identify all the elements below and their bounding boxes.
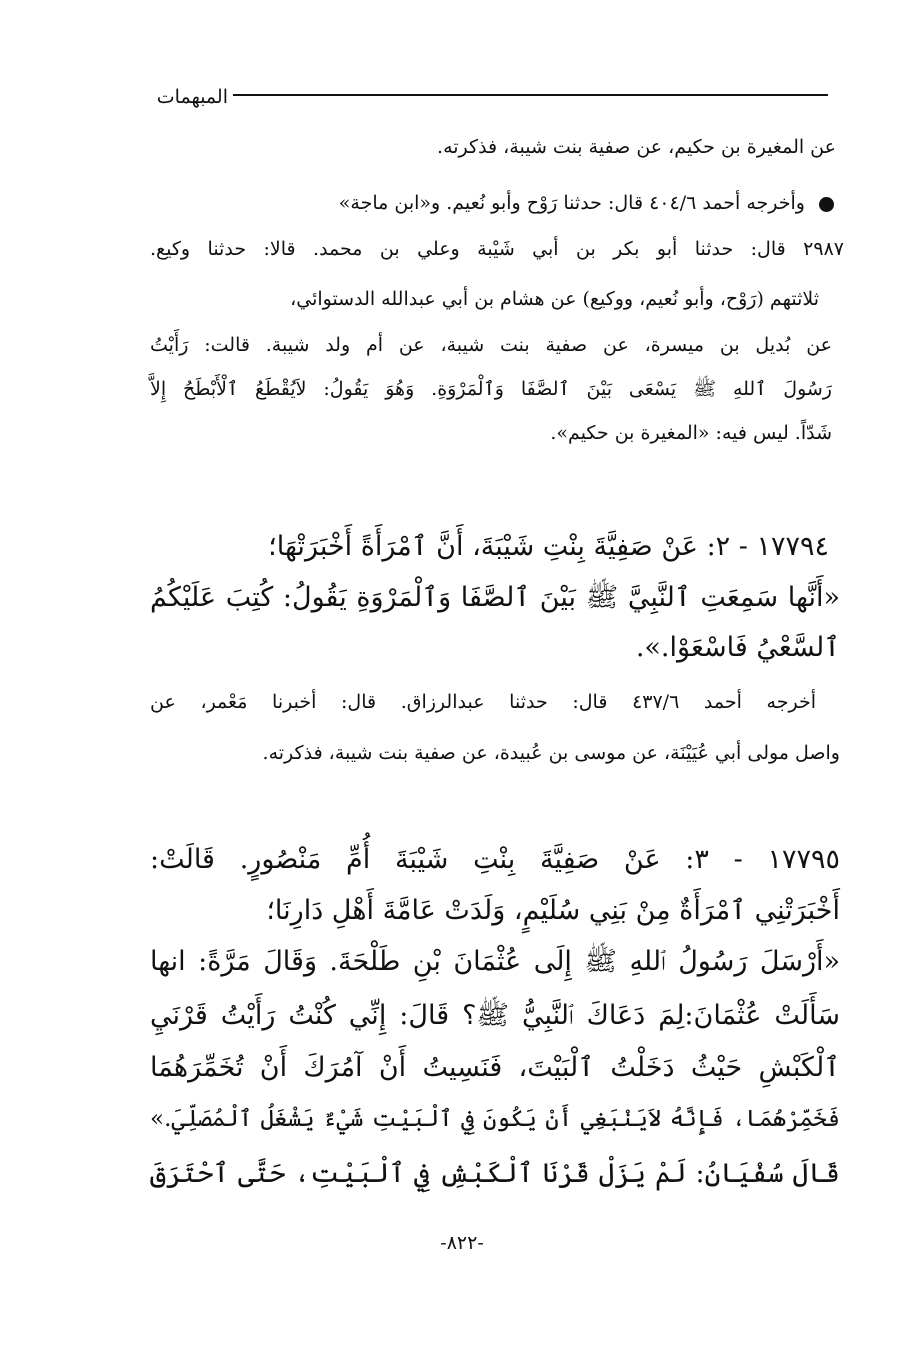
text-line: رَسُولَ ٱللهِ ﷺ يَسْعَى بَيْنَ ٱلصَّفَا وَٱلْمَرْوَةِ. وَهُوَ يَقُولُ: لاَيُقْطَعُ ٱلْأَبْطَحُ إِلاَّ <box>150 378 832 400</box>
text-line: واصل مولى أبي عُيَيْنَة، عن موسى بن عُبيدة، عن صفية بنت شيبة، فذكرته. <box>262 742 840 764</box>
hadith-line: «أَنَّها سَمِعَتِ ٱلنَّبِيَّ ﷺ بَيْنَ ٱلصَّفَا وَٱلْمَرْوَةِ يَقُولُ: كُتِبَ عَلَيْكُمُ <box>150 582 840 613</box>
text-line: ثلاثتهم (رَوْح، وأبو نُعيم، ووكيع) عن هشام بن أبي عبدالله الدستوائي، <box>290 288 819 310</box>
hadith-line: ١٧٧٩٥ - ٣: عَنْ صَفِيَّةَ بِنْتِ شَيْبَةَ أُمِّ مَنْصُورٍ. قَالَتْ: <box>150 844 840 875</box>
hadith-line: ١٧٧٩٤ - ٢: عَنْ صَفِيَّةَ بِنْتِ شَيْبَةَ، أَنَّ ٱمْرَأَةً أَخْبَرَتْهَا؛ <box>268 531 829 562</box>
hadith-line: «أَرْسَلَ رَسُولُ ٱللهِ ﷺ إِلَى عُثْمَانَ بْنِ طَلْحَةَ. وَقَالَ مَرَّةً: انها <box>150 946 840 977</box>
citation-first-line <box>150 194 834 213</box>
text-line: عن المغيرة بن حكيم، عن صفية بنت شيبة، فذكرته. <box>437 136 836 158</box>
text-line: ٢٩٨٧ قال: حدثنا أبو بكر بن أبي شَيْبة وعلي بن محمد. قالا: حدثنا وكيع. <box>150 238 844 260</box>
hadith-line: أَخْبَرَتْنِي ٱمْرَأَةٌ مِنْ بَنِي سُلَيْمٍ، وَلَدَتْ عَامَّةَ أَهْلِ دَارِنَا؛ <box>266 895 840 926</box>
text-line: وأخرجه أحمد ٤٠٤/٦ قال: حدثنا رَوْح وأبو نُعيم. و«ابن ماجة» <box>338 192 805 214</box>
hadith-line: ٱلْكَبْشِ حَيْثُ دَخَلْتُ ٱلْبَيْتَ، فَنَسِيتُ أَنْ آمُرَكَ أَنْ تُخَمِّرَهُمَا <box>150 1052 840 1083</box>
hadith-line: ٱلسَّعْيُ فَاسْعَوْا.». <box>635 632 840 663</box>
text-line: أخرجه أحمد ٤٣٧/٦ قال: حدثنا عبدالرزاق. قال: أخبرنا مَعْمر، عن <box>150 691 816 713</box>
bullet-dot-icon <box>819 197 834 212</box>
text-line: شَدّاً. ليس فيه: «المغيرة بن حكيم». <box>550 422 832 444</box>
hadith-line: سَأَلَتْ عُثْمَانَ:لِمَ دَعَاكَ ٱلنَّبِيُّ ﷺ؟ قَالَ: إِنِّي كُنْتُ رَأَيْتُ قَرْنَيِ <box>150 1000 840 1031</box>
hadith-line: قَالَ سُفْيَانُ: لَمْ يَزَلْ قَرْنَا ٱلْكَبْشِ فِي ٱلْبَيْتِ، حَتَّى ٱحْتَرَقَ <box>150 1158 840 1189</box>
text-line: عن بُديل بن ميسرة، عن صفية بنت شيبة، عن أم ولد شيبة. قالت: رَأَيْتُ <box>150 334 832 356</box>
hadith-line: فَخَمِّرْهُمَا، فَإِنَّهُ لاَيَنْبَغِي أَنْ يَكُونَ فِي ٱلْبَيْتِ شَيْءٌ يَشْغَلُ ٱلْمُصَلِّيَ.» <box>150 1106 840 1132</box>
header-rule <box>233 94 828 96</box>
page-number: -٨٢٢- <box>440 1232 484 1254</box>
header-title: المبهمات <box>156 86 228 108</box>
page-header <box>140 80 828 120</box>
